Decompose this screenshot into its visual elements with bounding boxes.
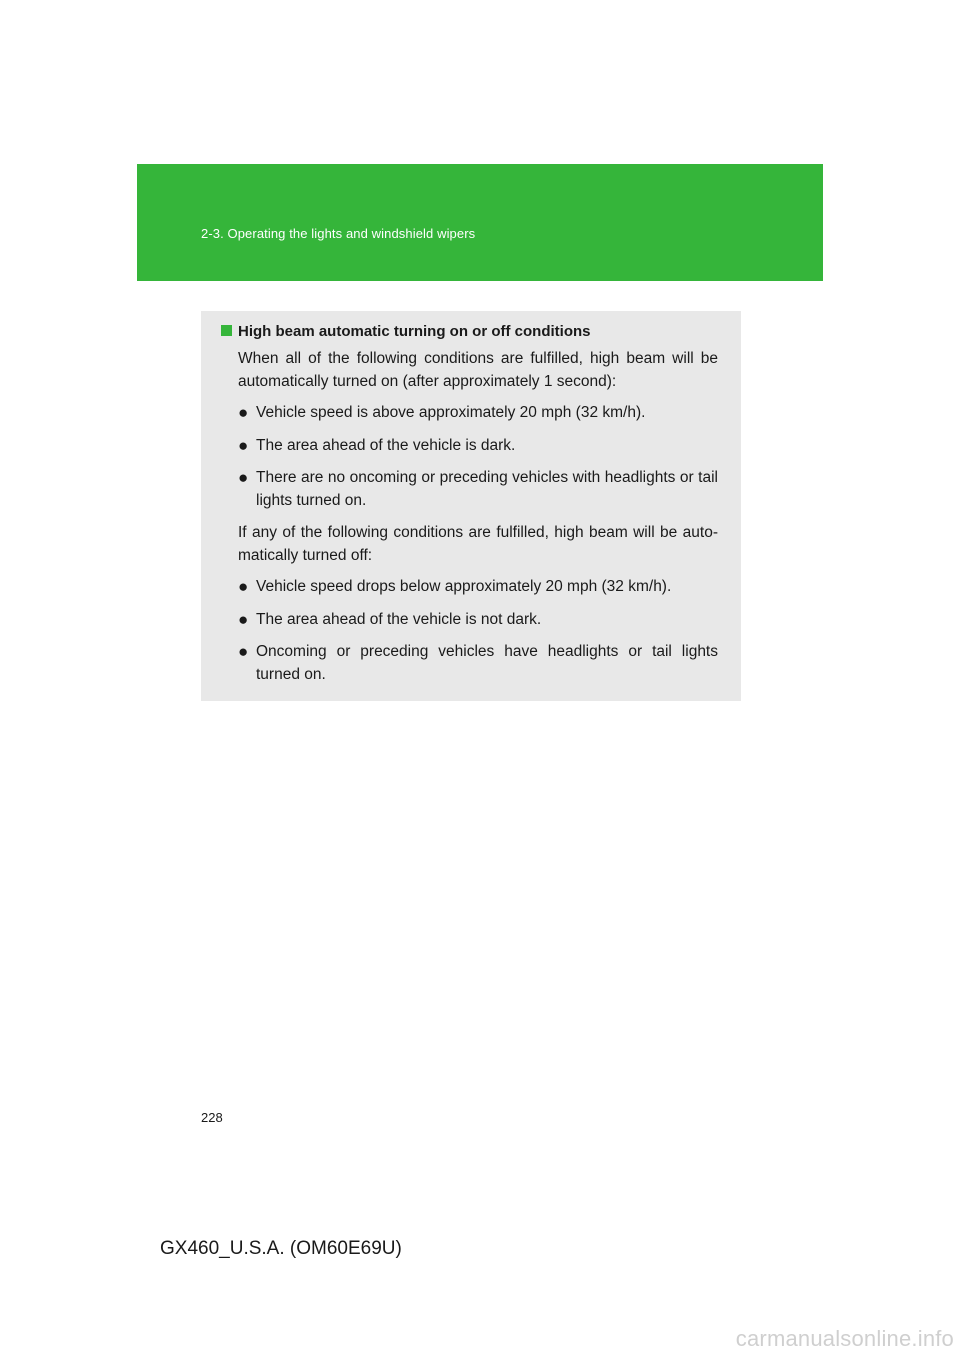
section-title: 2-3. Operating the lights and windshield wipers [201,226,476,241]
watermark: carmanualsonline.info [735,1326,954,1351]
section-header-band [137,164,823,281]
list-item [238,575,718,598]
list-item [238,401,718,424]
list-item [238,608,718,631]
list-item [238,434,718,457]
bullet-dot-icon: ● [238,436,249,455]
box-heading [221,323,591,340]
list-item-text: There are no oncoming or preceding vehicles with headlights or tail lights turned on. [256,469,718,509]
on-conditions-intro: When all of the following conditions are fulfilled, high beam will be automatically turned on (after approximately 1 second): [238,350,718,390]
document-code: GX460_U.S.A. (OM60E69U) [160,1238,402,1259]
list-item-text: Oncoming or preceding vehicles have headlights or tail lights turned on. [256,643,718,683]
bullet-dot-icon: ● [238,468,249,487]
list-item-text: Vehicle speed is above approximately 20 mph (32 km/h). [256,404,646,421]
bullet-dot-icon: ● [238,577,249,596]
bullet-dot-icon: ● [238,642,249,661]
box-heading-text: High beam automatic turning on or off conditions [238,323,591,340]
list-item-text: The area ahead of the vehicle is not dark. [256,611,542,628]
off-conditions-intro: If any of the following conditions are fulfilled, high beam will be auto-matically turned off: [238,524,718,564]
square-bullet-icon [221,325,232,336]
list-item [238,640,718,686]
bullet-dot-icon: ● [238,403,249,422]
list-item-text: The area ahead of the vehicle is dark. [256,437,516,454]
list-item [238,466,718,512]
page-number: 228 [201,1110,223,1125]
bullet-dot-icon: ● [238,610,249,629]
info-box [201,311,741,701]
list-item-text: Vehicle speed drops below approximately 20 mph (32 km/h). [256,578,672,595]
